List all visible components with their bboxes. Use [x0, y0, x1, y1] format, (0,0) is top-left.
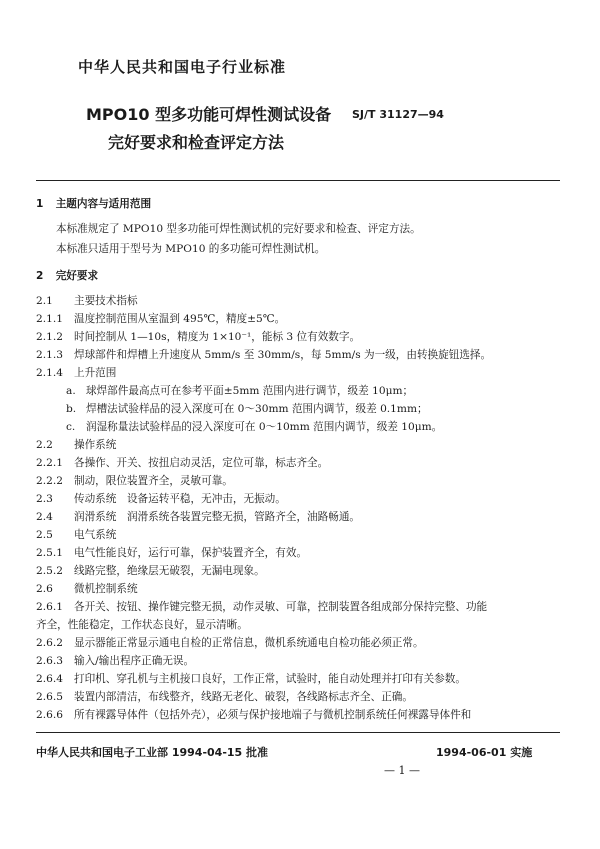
section1-paragraph1: 本标准规定了 MPO10 型多功能可焊性测试机的完好要求和检查、评定方法。: [56, 223, 421, 235]
clause-2-1-2: 2.1.2 时间控制从 1—10s，精度为 1×10⁻¹，能标 3 位有效数字。: [36, 331, 361, 343]
standard-code: SJ/T 31127—94: [352, 108, 444, 121]
page-number: — 1 —: [384, 764, 420, 777]
clause-2-4: 2.4 润滑系统 润滑系统各装置完整无损，管路齐全，油路畅通。: [36, 511, 361, 523]
clause-2-6: 2.6 微机控制系统: [36, 583, 138, 595]
clause-2-6-2: 2.6.2 显示器能正常显示通电自检的正常信息，微机系统通电自检功能必须正常。: [36, 637, 424, 649]
clause-2-5-1: 2.5.1 电气性能良好，运行可靠，保护装置齐全，有效。: [36, 547, 308, 559]
clause-2-1-4-c: c. 润湿称量法试验样品的浸入深度可在 0～10mm 范围内调节，级差 10μm。: [66, 421, 443, 433]
standard-org: 中华人民共和国电子行业标准: [78, 58, 287, 76]
clause-2-2: 2.2 操作系统: [36, 439, 117, 451]
clause-2-6-5: 2.6.5 装置内部清洁，布线整齐，线路无老化、破裂，各线路标志齐全、正确。: [36, 691, 413, 703]
section2-heading: [36, 268, 98, 283]
clause-2-1-4-a: a. 球焊部件最高点可在参考平面±5mm 范围内进行调节，级差 10μm；: [66, 385, 414, 397]
clause-2-5: 2.5 电气系统: [36, 529, 117, 541]
section1-title: 主题内容与适用范围: [55, 198, 152, 210]
approval-line: 中华人民共和国电子工业部 1994-04-15 批准: [36, 746, 269, 759]
section1-heading: [36, 196, 151, 211]
document-title-line2: 完好要求和检查评定方法: [108, 133, 285, 152]
clause-2-6-1-cont: 齐全，性能稳定，工作状态良好，显示清晰。: [36, 619, 248, 631]
clause-2-6-4: 2.6.4 打印机、穿孔机与主机接口良好，工作正常，试验时，能自动处理并打印有关参数。: [36, 673, 466, 685]
clause-2-6-3: 2.6.3 输入/输出程序正确无误。: [36, 655, 195, 667]
clause-2-6-1: 2.6.1 各开关、按钮、操作键完整无损，动作灵敏、可靠，控制装置各组成部分保持完整、功能: [36, 601, 488, 613]
section1-paragraph2: 本标准只适用于型号为 MPO10 的多功能可焊性测试机。: [56, 243, 326, 255]
clause-2-1-4: 2.1.4 上升范围: [36, 367, 117, 379]
implementation-date: 1994-06-01 实施: [436, 746, 533, 759]
section2-title: 完好要求: [55, 270, 99, 282]
header-rule: [36, 180, 560, 181]
clause-2-1: 2.1 主要技术指标: [36, 295, 138, 307]
clause-2-3: 2.3 传动系统 设备运转平稳，无冲击，无振动。: [36, 493, 286, 505]
clause-2-2-1: 2.2.1 各操作、开关、按扭启动灵活，定位可靠，标志齐全。: [36, 457, 329, 469]
document-title-line1: MPO10 型多功能可焊性测试设备: [86, 105, 332, 124]
clause-2-1-1: 2.1.1 温度控制范围从室温到 495℃，精度±5℃。: [36, 313, 286, 325]
section1-num: 1: [36, 198, 44, 210]
footer-rule: [36, 732, 560, 733]
clause-2-6-6: 2.6.6 所有裸露导体件（包括外壳），必须与保护接地端子与微机控制系统任何裸露导体件和: [36, 709, 472, 721]
clause-2-1-3: 2.1.3 焊球部件和焊槽上升速度从 5mm/s 至 30mm/s，每 5mm/s 为一级，由转换旋钮选择。: [36, 349, 492, 361]
section2-num: 2: [36, 270, 44, 282]
clause-2-1-4-b: b. 焊槽法试验样品的浸入深度可在 0～30mm 范围内调节，级差 0.1mm；: [66, 403, 428, 415]
clause-2-5-2: 2.5.2 线路完整，绝缘层无破裂，无漏电现象。: [36, 565, 265, 577]
clause-2-2-2: 2.2.2 制动，限位装置齐全，灵敏可靠。: [36, 475, 233, 487]
